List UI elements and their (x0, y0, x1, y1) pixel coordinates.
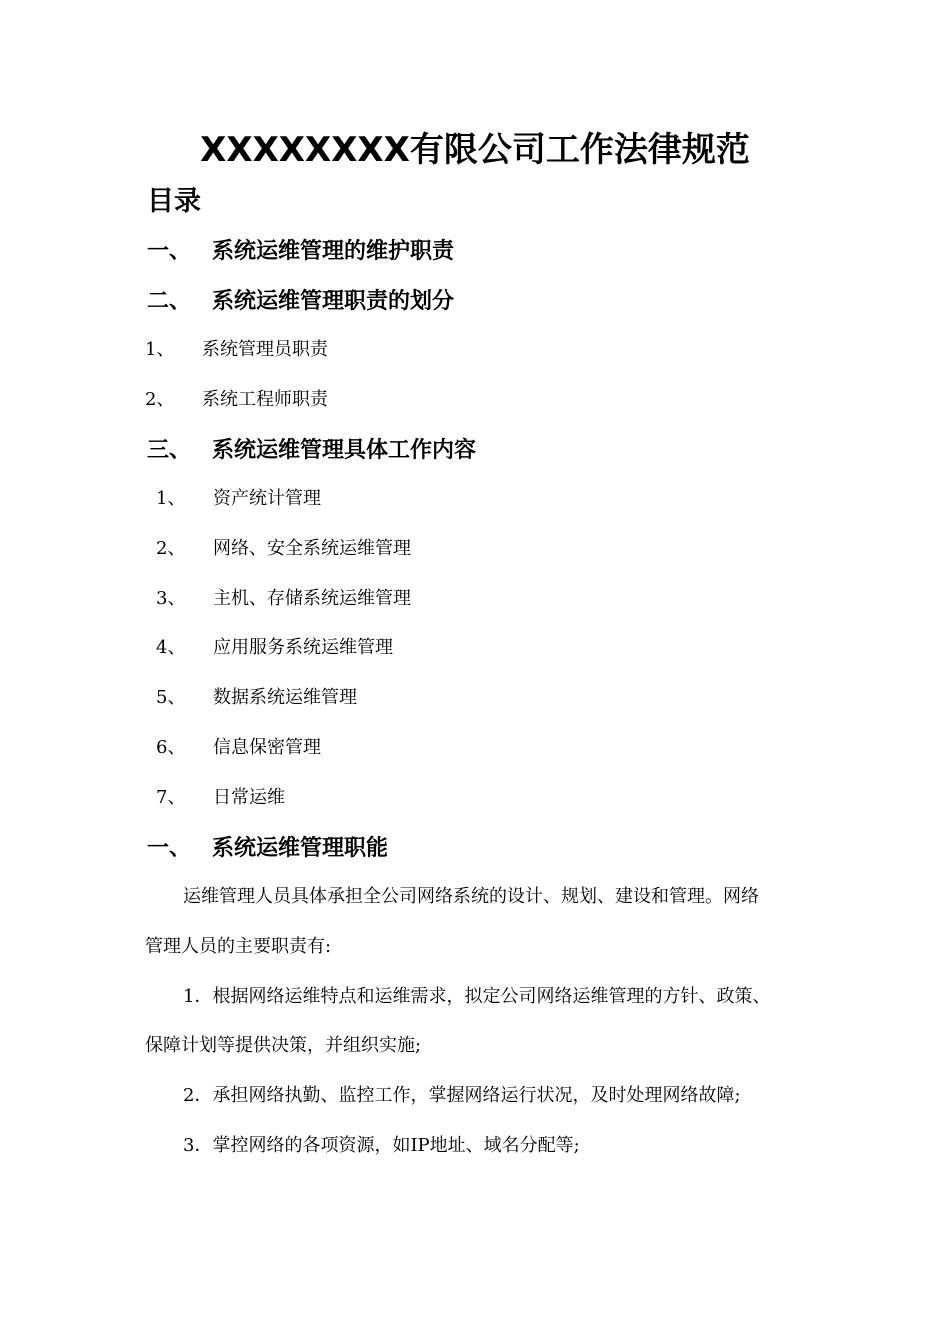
toc-entry-text: 系统管理员职责 (202, 339, 328, 360)
toc-entry-text: 网络、安全系统运维管理 (213, 538, 411, 559)
toc-entry-text: 资产统计管理 (213, 488, 321, 509)
toc-entry-text: 系统工程师职责 (202, 389, 328, 410)
toc-entry-text: 数据系统运维管理 (213, 687, 357, 708)
toc-entry-number: 二、 (147, 289, 192, 314)
paragraph-line: 管理人员的主要职责有: (145, 936, 332, 957)
paragraph-line: 运维管理人员具体承担全公司网络系统的设计、规划、建设和管理。网络 (183, 886, 759, 907)
toc-entry-number: 1、 (156, 488, 186, 509)
section-title: 系统运维管理职能 (212, 836, 389, 861)
toc-entry-number: 5、 (156, 687, 186, 708)
toc-entry-number: 1、 (145, 339, 175, 360)
toc-entry-number: 6、 (156, 737, 186, 758)
toc-entry-number: 3、 (156, 588, 186, 609)
toc-entry-text: 主机、存储系统运维管理 (213, 588, 411, 609)
toc-heading: 目录 (147, 186, 201, 217)
list-item: 2．承担网络执勤、监控工作，掌握网络运行状况，及时处理网络故障; (183, 1085, 741, 1106)
section-number: 一、 (147, 836, 192, 861)
toc-entry-number: 一、 (147, 239, 192, 264)
toc-entry-text: 系统运维管理的维护职责 (212, 239, 455, 264)
list-item: 3．掌控网络的各项资源，如IP地址、域名分配等; (183, 1135, 580, 1156)
toc-entry-text: 日常运维 (213, 787, 285, 808)
list-item-continuation: 保障计划等提供决策，并组织实施; (145, 1035, 422, 1056)
list-item: 1．根据网络运维特点和运维需求，拟定公司网络运维管理的方针、政策、 (183, 986, 771, 1007)
document-title: XXXXXXXX有限公司工作法律规范 (200, 130, 750, 170)
toc-entry-number: 4、 (156, 637, 186, 658)
toc-entry-number: 三、 (147, 438, 192, 463)
toc-entry-text: 应用服务系统运维管理 (213, 637, 393, 658)
toc-entry-number: 7、 (156, 787, 186, 808)
toc-entry-number: 2、 (156, 538, 186, 559)
toc-entry-text: 系统运维管理具体工作内容 (212, 438, 477, 463)
toc-entry-number: 2、 (145, 389, 175, 410)
toc-entry-text: 信息保密管理 (213, 737, 321, 758)
toc-entry-text: 系统运维管理职责的划分 (212, 289, 455, 314)
